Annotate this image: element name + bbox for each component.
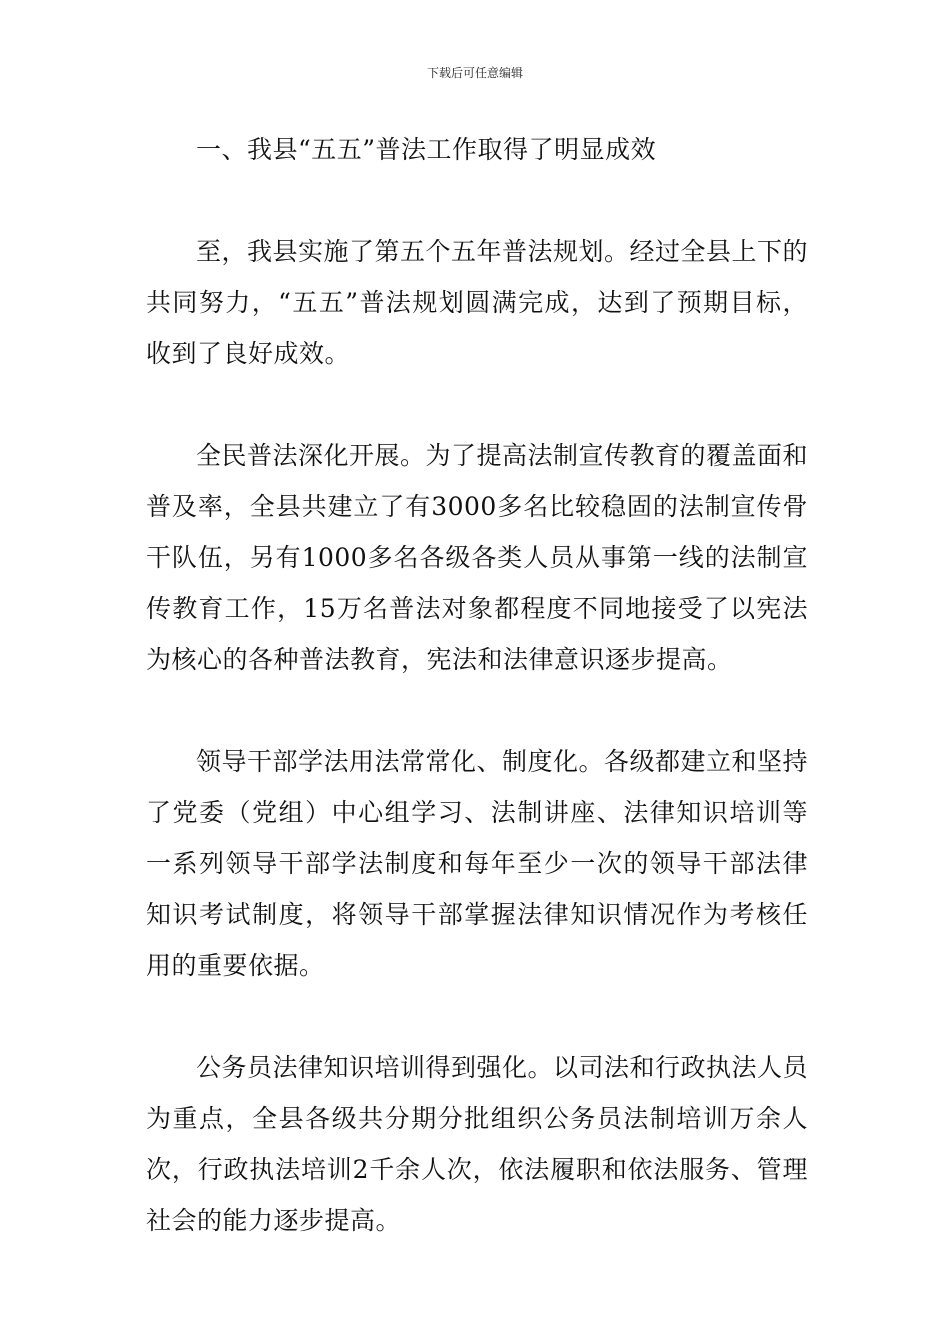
paragraph-leadership-legal-study: 领导干部学法用法常常化、制度化。各级都建立和坚持了党委（党组）中心组学习、法制讲座、法律知识培训等一系列领导干部学法制度和每年至少一次的领导干部法律知识考试制度，将领导干部掌握法律知识情况作为考核任用的重要依据。 — [146, 747, 809, 980]
paragraph-civil-servant-training: 公务员法律知识培训得到强化。以司法和行政执法人员为重点，全县各级共分期分批组织公务员法制培训万余人次，行政执法培训2千余人次，依法履职和依法服务、管理社会的能力逐步提高。 — [146, 1053, 809, 1235]
paragraph-public-legal-education: 全民普法深化开展。为了提高法制宣传教育的覆盖面和普及率，全县共建立了有3000多名比较稳固的法制宣传骨干队伍，另有1000多名各级各类人员从事第一线的法制宣传教育工作，15万名普法对象都程度不同地接受了以宪法为核心的各种普法教育，宪法和法律意识逐步提高。 — [146, 441, 809, 674]
document-body — [146, 124, 808, 1246]
section-heading: 一、我县“五五”普法工作取得了明显成效 — [196, 135, 657, 164]
paragraph-intro: 至，我县实施了第五个五年普法规划。经过全县上下的共同努力，“五五”普法规划圆满完成，达到了预期目标，收到了良好成效。 — [146, 237, 809, 368]
page-header: 下载后可任意编辑 — [426, 66, 523, 80]
